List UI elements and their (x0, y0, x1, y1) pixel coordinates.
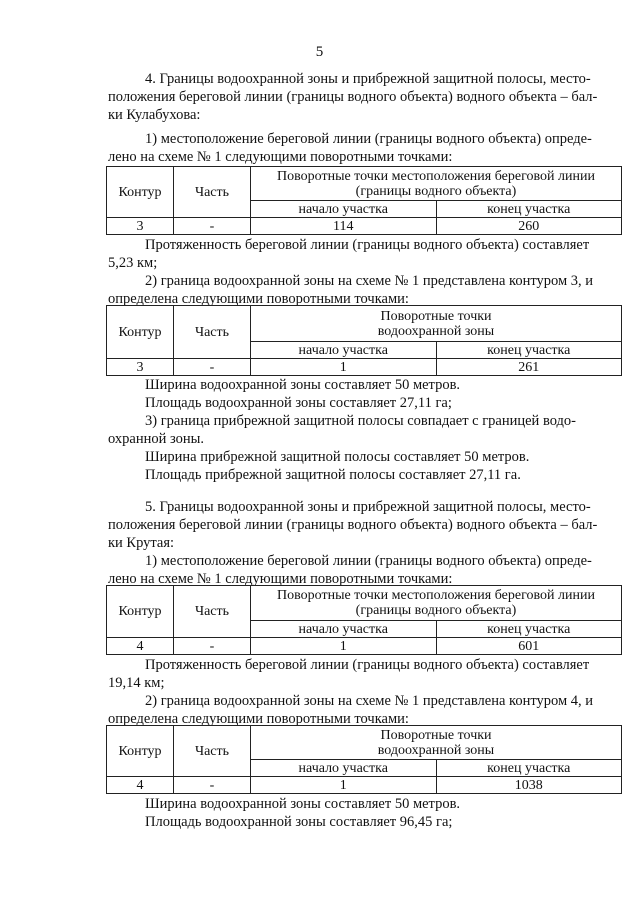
header-group (251, 306, 622, 342)
s4-length-line-1: Протяженность береговой линии (границы водного объекта) составляет (145, 237, 590, 253)
s5-zone-area: Площадь водоохранной зоны составляет 96,45 га; (145, 814, 453, 830)
s5-zone-line-2: определена следующими поворотными точками: (108, 711, 409, 727)
s5-heading-line-1: 5. Границы водоохранной зоны и прибрежной защитной полосы, место- (145, 499, 591, 515)
header-group (251, 726, 622, 760)
s5-length-line-1: Протяженность береговой линии (границы водного объекта) составляет (145, 657, 590, 673)
s4-item1-line-1: 1) местоположение береговой линии (границы водного объекта) опреде- (145, 131, 592, 147)
cell-part: - (174, 638, 251, 655)
col-end: конец участка (436, 201, 622, 218)
cell-start: 1 (251, 638, 437, 655)
s4-strip-width: Ширина прибрежной защитной полосы составляет 50 метров. (145, 449, 530, 465)
col-contour: Контур (107, 167, 174, 218)
s4-zone-line-2: определена следующими поворотными точками: (108, 291, 409, 307)
cell-contour: 4 (107, 638, 174, 655)
cell-end: 260 (436, 218, 622, 235)
s4-zone-area: Площадь водоохранной зоны составляет 27,11 га; (145, 395, 452, 411)
cell-contour: 3 (107, 218, 174, 235)
cell-part: - (174, 359, 251, 376)
table-row (107, 777, 622, 794)
table-row (107, 638, 622, 655)
header-group-line-2: водоохранной зоны (377, 323, 495, 339)
header-group (251, 167, 622, 201)
s5-item1-line-1: 1) местоположение береговой линии (границы водного объекта) опреде- (145, 553, 592, 569)
col-start: начало участка (251, 201, 437, 218)
col-end: конец участка (436, 342, 622, 359)
s4-strip-area: Площадь прибрежной защитной полосы составляет 27,11 га. (145, 467, 521, 483)
col-start: начало участка (251, 342, 437, 359)
s4-heading-line-2: положения береговой линии (границы водного объекта) водного объекта – бал- (108, 89, 598, 105)
s4-heading-line-1: 4. Границы водоохранной зоны и прибрежной защитной полосы, место- (145, 71, 591, 87)
s4-zone-line-1: 2) граница водоохранной зоны на схеме № 1 представлена контуром 3, и (145, 273, 594, 289)
s4-item3-line-2: охранной зоны. (108, 431, 204, 447)
s4-item3-line-1: 3) граница прибрежной защитной полосы совпадает с границей водо- (145, 413, 576, 429)
col-end: конец участка (436, 621, 622, 638)
s5-heading-line-2: положения береговой линии (границы водного объекта) водного объекта – бал- (108, 517, 598, 533)
col-start: начало участка (251, 760, 437, 777)
cell-part: - (174, 218, 251, 235)
cell-end: 1038 (436, 777, 622, 794)
s4-length-line-2: 5,23 км; (108, 255, 158, 271)
cell-end: 601 (436, 638, 622, 655)
cell-contour: 3 (107, 359, 174, 376)
table-row (107, 359, 622, 376)
table-row (107, 218, 622, 235)
cell-start: 114 (251, 218, 437, 235)
s4-heading-line-3: ки Кулабухова: (108, 107, 201, 123)
s5-length-line-2: 19,14 км; (108, 675, 165, 691)
s5-shoreline-table (106, 585, 622, 655)
col-part: Часть (174, 306, 251, 359)
s5-zone-table (106, 725, 622, 794)
col-contour: Контур (107, 726, 174, 777)
header-group-line-1: Поворотные точки (380, 727, 492, 743)
header-group (251, 586, 622, 621)
s5-zone-line-1: 2) граница водоохранной зоны на схеме № 1 представлена контуром 4, и (145, 693, 594, 709)
col-contour: Контур (107, 586, 174, 638)
header-group-line-1: Поворотные точки (380, 308, 492, 324)
s5-heading-line-3: ки Крутая: (108, 535, 175, 551)
col-contour: Контур (107, 306, 174, 359)
col-start: начало участка (251, 621, 437, 638)
s4-shoreline-table (106, 166, 622, 235)
header-group-line-2: (границы водного объекта) (355, 603, 517, 618)
page-number: 5 (315, 44, 324, 60)
s4-zone-table (106, 305, 622, 376)
s5-item1-line-2: лено на схеме № 1 следующими поворотными точками: (108, 571, 453, 587)
s5-zone-width: Ширина водоохранной зоны составляет 50 метров. (145, 796, 461, 812)
header-group-line-2: (границы водного объекта) (355, 183, 517, 199)
col-part: Часть (174, 726, 251, 777)
col-part: Часть (174, 586, 251, 638)
col-part: Часть (174, 167, 251, 218)
header-group-line-2: водоохранной зоны (377, 742, 495, 758)
col-end: конец участка (436, 760, 622, 777)
header-group-line-1: Поворотные точки местоположения береговой линии (277, 588, 595, 603)
s4-item1-line-2: лено на схеме № 1 следующими поворотными точками: (108, 149, 453, 165)
cell-end: 261 (436, 359, 622, 376)
cell-start: 1 (251, 359, 437, 376)
cell-part: - (174, 777, 251, 794)
s4-zone-width: Ширина водоохранной зоны составляет 50 метров. (145, 377, 461, 393)
cell-start: 1 (251, 777, 437, 794)
header-group-line-1: Поворотные точки местоположения береговой линии (277, 168, 595, 184)
cell-contour: 4 (107, 777, 174, 794)
